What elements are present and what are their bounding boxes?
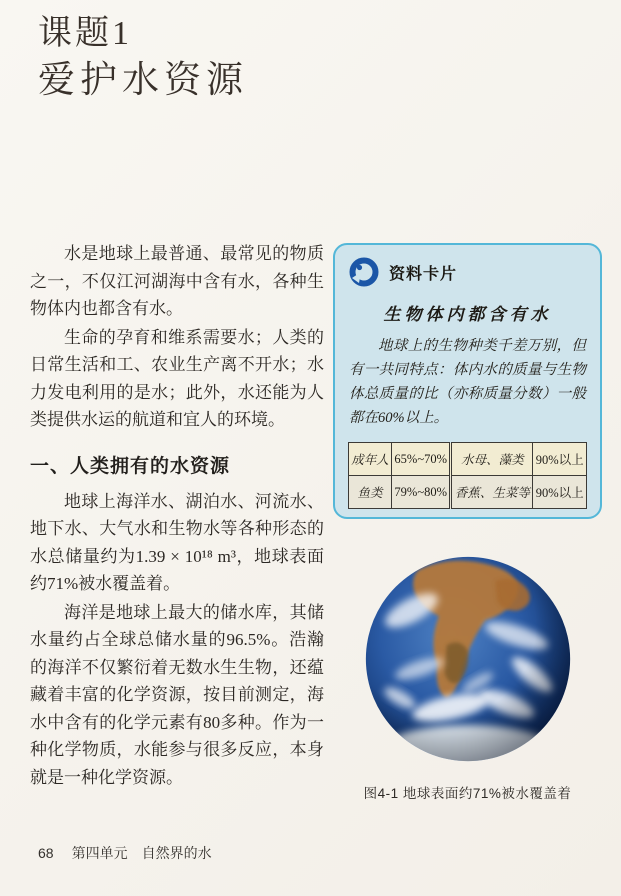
water-content-table — [348, 442, 587, 509]
earth-photo — [361, 552, 575, 766]
section-paragraph-2: 海洋是地球上最大的储水库，其储水量约占全球总储水量的96.5%。浩瀚的海洋不仅繁衍着无数水生生物，还蕴藏着丰富的化学资源，按目前测定，海水中含有的化学元素有80多种。作为一种化学物质，水能参与很多反应，本身就是一种化学资源。 — [30, 602, 324, 787]
data-card-logo-icon — [349, 257, 379, 287]
table-cell: 香蕉、生菜等 — [451, 476, 533, 509]
data-card — [333, 243, 602, 519]
figure-4-1 — [333, 552, 602, 802]
footer-unit: 第四单元 — [71, 845, 128, 861]
section-paragraph-1: 地球上海洋水、湖泊水、河流水、地下水、大气水和生物水等各种形态的水总储量约为1.39 × 10¹⁸ m³，地球表面约71%被水覆盖着。 — [30, 491, 324, 593]
data-card-header — [349, 257, 590, 287]
table-row — [349, 476, 587, 509]
body-text-column — [30, 240, 324, 791]
table-cell: 79%~80% — [392, 476, 451, 509]
data-card-heading: 生物体内都含有水 — [383, 305, 552, 324]
data-card-body-text: 地球上的生物种类千差万别，但有一共同特点：体内水的质量与生物体总质量的比（亦称质量分数）一般都在60%以上。 — [349, 338, 586, 426]
page-title — [38, 14, 248, 103]
data-card-label: 资料卡片 — [389, 265, 458, 283]
table-cell: 65%~70% — [392, 443, 451, 476]
table-cell: 90%以上 — [533, 443, 587, 476]
intro-paragraph-1: 水是地球上最普通、最常见的物质之一，不仅江河湖海中含有水，各种生物体内也都含有水。 — [30, 244, 324, 318]
lesson-title: 爱护水资源 — [38, 59, 248, 101]
table-cell: 水母、藻类 — [451, 443, 533, 476]
section-heading: 一、人类拥有的水资源 — [30, 455, 231, 477]
page-number: 68 — [38, 845, 54, 861]
footer-book-title: 自然界的水 — [141, 845, 212, 861]
intro-paragraph-2: 生命的孕育和维系需要水；人类的日常生活和工、农业生产离不开水；水力发电利用的是水；此外，水还能为人类提供水运的航道和宜人的环境。 — [30, 327, 324, 429]
page-footer — [38, 843, 212, 863]
table-cell: 90%以上 — [533, 476, 587, 509]
table-cell: 成年人 — [349, 443, 392, 476]
table-row — [349, 443, 587, 476]
figure-caption: 图4-1 地球表面约71%被水覆盖着 — [363, 786, 572, 801]
table-cell: 鱼类 — [349, 476, 392, 509]
lesson-number: 课题1 — [38, 15, 132, 52]
